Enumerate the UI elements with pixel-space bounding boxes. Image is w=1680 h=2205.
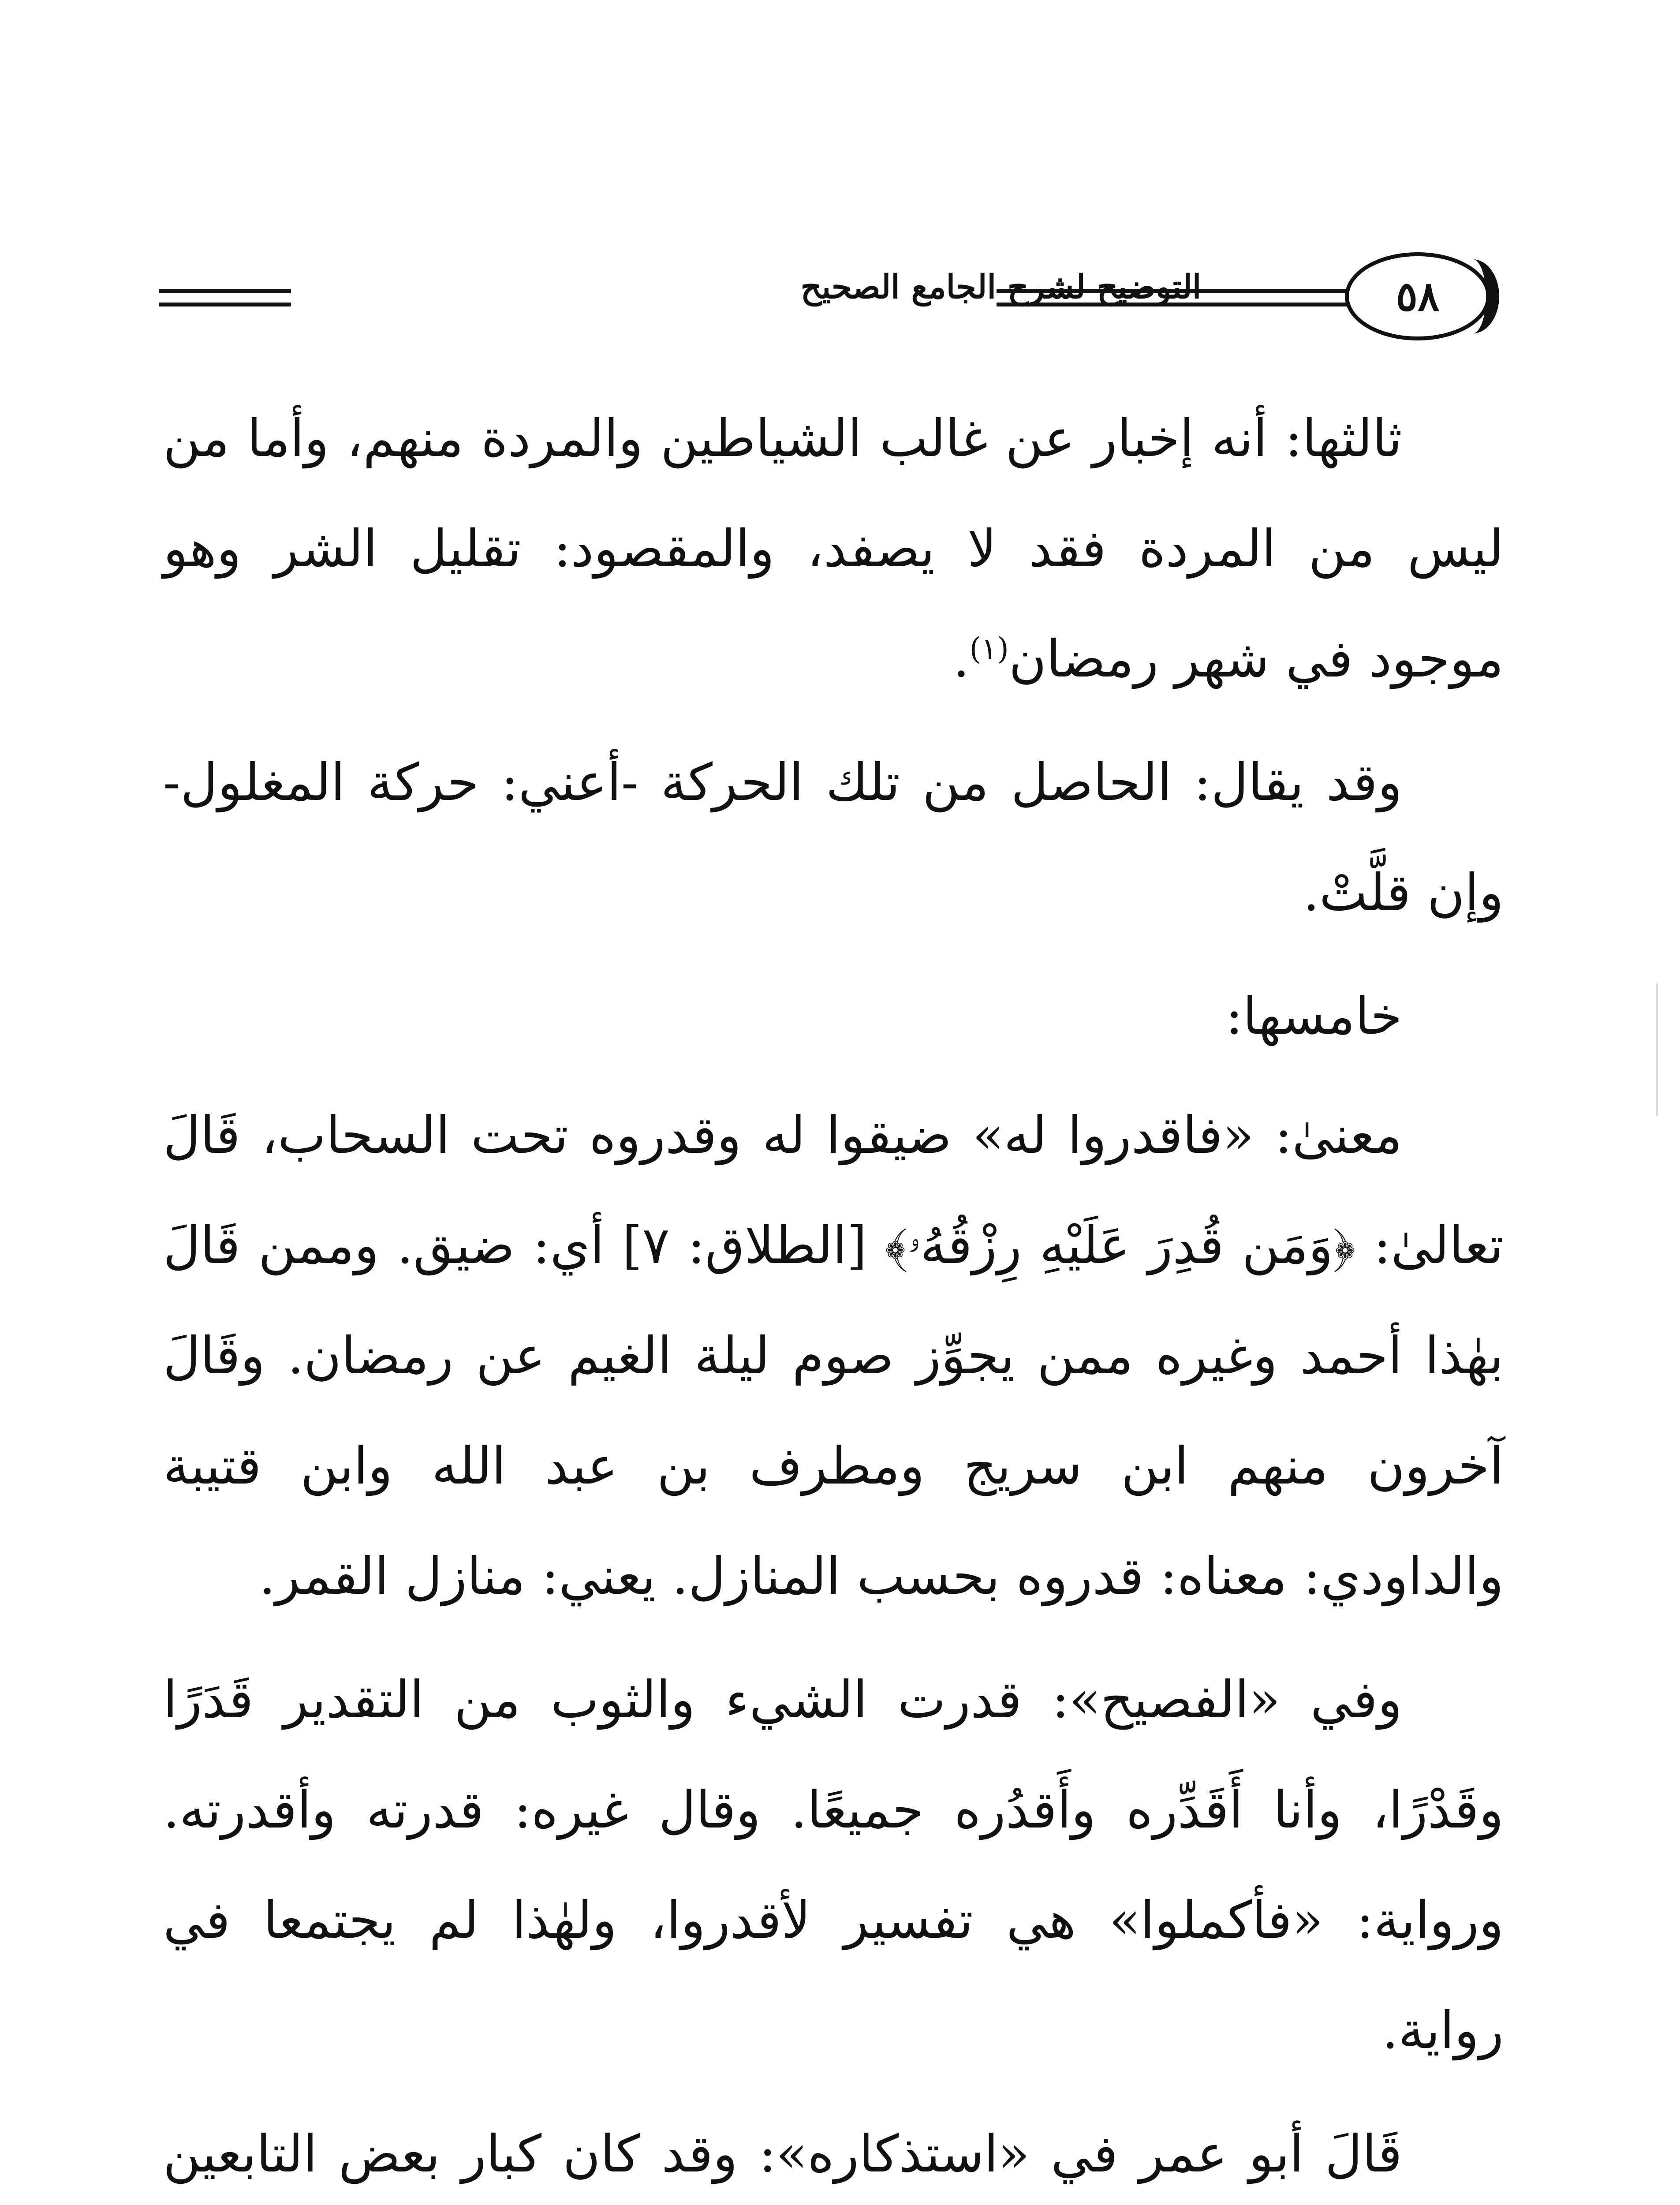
page-number: ٥٨ [1396,273,1440,320]
header-rule-middle-bottom [997,303,1349,306]
header-rule-left-bottom [159,303,291,306]
paragraph-meaning: معنىٰ: «فاقدروا له» ضيقوا له وقدروه تحت السحاب، قَالَ تعالىٰ: ﴿وَمَن قُدِرَ عَلَيْهِ رِزْقُهُۥ﴾ [الطلاق: ٧] أي: ضيق. وممن قَالَ بهٰذا أحمد وغيره ممن يجوِّز صوم ليلة الغيم عن رمضان. وقَالَ آخرون منهم ابن سريج ومطرف بن عبد الله وابن قتيبة والداودي: معناه: قدروه بحسب المنازل. يعني: منازل القمر. [163,1106,1504,1606]
footnote-reference: (١) [969,632,1009,667]
header-rule-left-top [159,289,291,293]
main-text [163,384,1504,2205]
scan-margin-mark [1656,983,1658,1116]
paragraph-end-mark: . [953,629,970,689]
paragraph-abu-umar: قَالَ أبو عمر في «استذكاره»: وقد كان كبار بعض التابعين [163,2124,1402,2184]
section-heading-fifth: خامسها: [1225,987,1402,1046]
paragraph-movement: وقد يقال: الحاصل من تلك الحركة -أعني: حركة المغلول- وإن قلَّتْ. [163,753,1504,923]
header-rule-middle-top [997,289,1349,293]
paragraph-text: ثالثها: أنه إخبار عن غالب الشياطين والمردة منهم، وأما من ليس من المردة فقد لا يصفد، والمقصود: تقليل الشر وهو موجود في شهر رمضان [163,409,1504,689]
paragraph-fasih: وفي «الفصيح»: قدرت الشيء والثوب من التقدير قَدَرًا وقَدْرًا، وأنا أَقَدِّره وأَقدُره جميعًا. وقال غيره: قدرته وأقدرته. ورواية: «فأكملوا» هي تفسير لأقدروا، ولهٰذا لم يجتمعا في رواية. [163,1670,1504,2060]
paragraph-third [163,384,1504,714]
book-title: التوضيح لشرح الجامع الصحيح [800,268,1202,306]
page-oval-ornament [1446,259,1499,333]
running-header [159,247,1499,353]
